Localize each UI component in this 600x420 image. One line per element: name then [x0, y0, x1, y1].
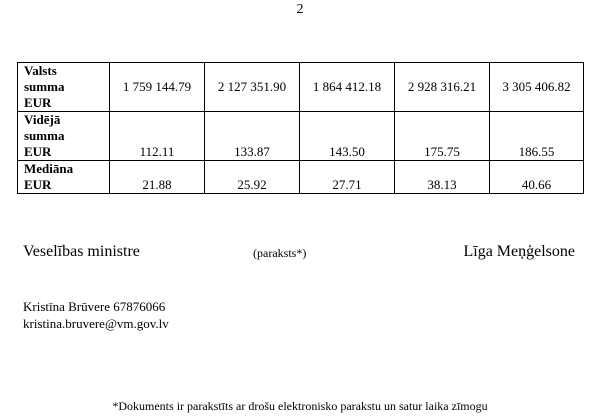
signatory-name: Līga Meņģelsone	[463, 243, 575, 260]
table-cell: 2 928 316.21	[395, 63, 490, 112]
table-cell: 186.55	[490, 112, 584, 161]
table-cell: 112.11	[110, 112, 205, 161]
row-label-line: EUR	[24, 177, 52, 192]
table-cell: 40.66	[490, 161, 584, 194]
table-cell: 2 127 351.90	[205, 63, 300, 112]
table-row	[18, 63, 584, 112]
table-cell: 21.88	[110, 161, 205, 194]
row-label-line: Mediāna	[24, 161, 74, 176]
table-cell: 1 864 412.18	[300, 63, 395, 112]
table-cell: 38.13	[395, 161, 490, 194]
contact-block	[23, 298, 169, 332]
table-cell: 3 305 406.82	[490, 63, 584, 112]
statistics-table	[17, 62, 584, 194]
row-label-line: Valsts	[24, 63, 57, 78]
page-number: 2	[296, 2, 304, 17]
signature-mark: (paraksts*)	[253, 246, 307, 260]
row-label	[18, 161, 110, 194]
table-cell: 25.92	[205, 161, 300, 194]
table-cell: 27.71	[300, 161, 395, 194]
row-label-line: summa	[24, 128, 65, 143]
contact-name-phone: Kristīna Brūvere 67876066	[23, 299, 166, 314]
table-cell: 133.87	[205, 112, 300, 161]
row-label-line: EUR	[24, 144, 52, 159]
row-label-line: summa	[24, 79, 65, 94]
row-label	[18, 112, 110, 161]
table-cell: 1 759 144.79	[110, 63, 205, 112]
table-row	[18, 112, 584, 161]
row-label-line: EUR	[24, 95, 52, 110]
table-row	[18, 161, 584, 194]
signatory-title: Veselības ministre	[23, 243, 140, 260]
table-cell: 143.50	[300, 112, 395, 161]
row-label-line: Vidējā	[24, 112, 61, 127]
signature-block	[23, 242, 575, 262]
footnote: *Dokuments ir parakstīts ar drošu elektronisko parakstu un satur laika zīmogu	[112, 399, 488, 413]
row-label	[18, 63, 110, 112]
contact-email: kristina.bruvere@vm.gov.lv	[23, 316, 169, 331]
table-cell: 175.75	[395, 112, 490, 161]
